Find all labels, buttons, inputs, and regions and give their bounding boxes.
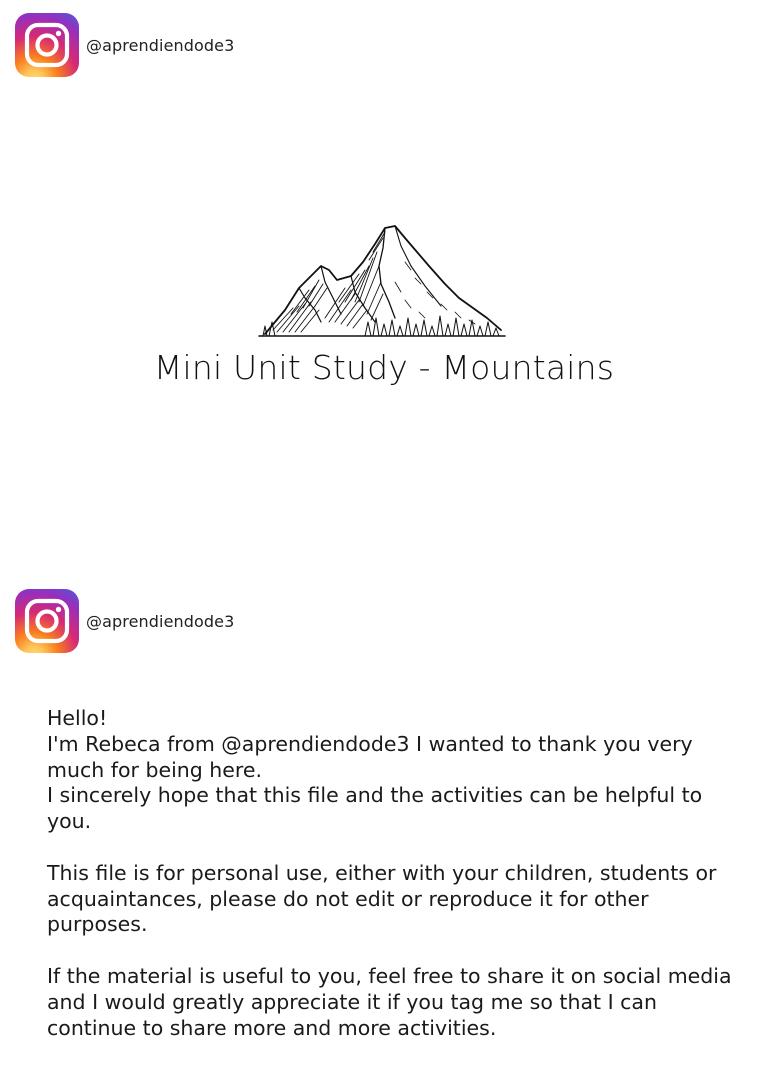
letter-hope: I sincerely hope that this file and the activities can be helpful to you. [47,783,703,834]
letter-greeting: Hello! [47,706,108,730]
letter-share: If the material is useful to you, feel free to share it on social media and I would greatly appreciate it if you tag me so that I can continue to share more and more activities. [47,963,732,1040]
letter-usage: This file is for personal use, either with your children, students or acquaintances, please do not edit or reproduce it for other purposes. [47,860,717,937]
mountain-illustration [255,222,509,342]
instagram-header-second [15,589,234,653]
letter-intro: I'm Rebeca from @aprendiendode3 I wanted to thank you very much for being here. [47,731,693,782]
instagram-icon [15,13,79,77]
instagram-icon [15,589,79,653]
instagram-handle: @aprendiendode3 [86,611,235,631]
welcome-letter [47,706,737,1067]
cover-title: Mini Unit Study - Mountains [153,348,615,387]
instagram-header [15,13,234,77]
instagram-handle: @aprendiendode3 [86,35,235,55]
